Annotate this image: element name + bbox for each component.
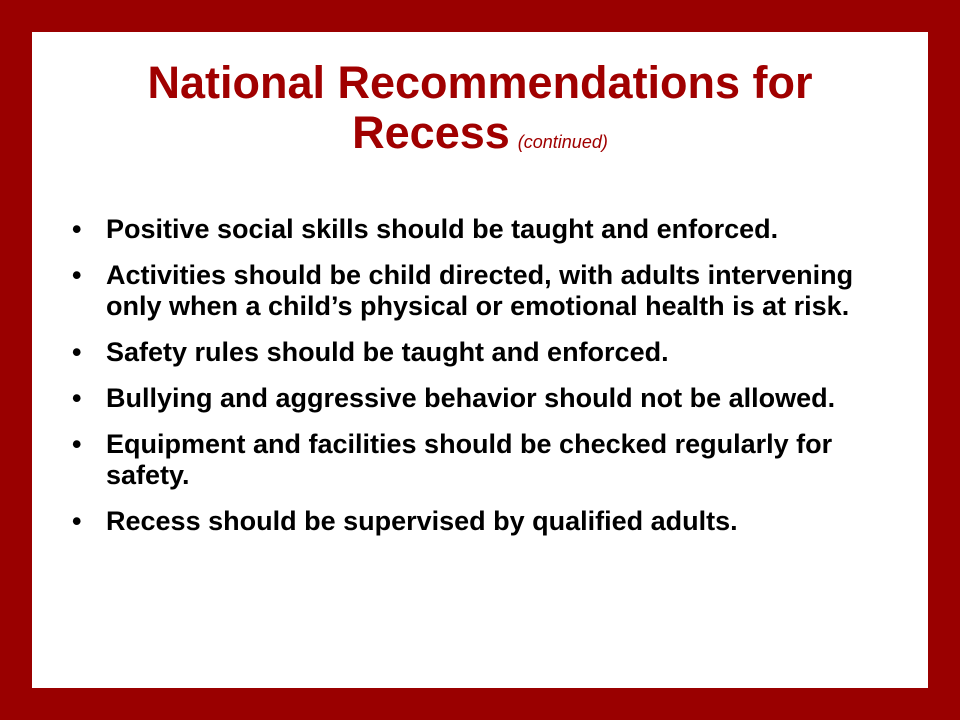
list-item-text: Bullying and aggressive behavior should not be allowed. [106, 383, 836, 413]
slide-content-panel [32, 32, 928, 688]
bullet-icon: • [72, 337, 82, 367]
list-item-text: Activities should be child directed, with adults intervening only when a child’s physical or emotional health is at risk. [106, 260, 854, 321]
list-item-text: Recess should be supervised by qualified adults. [106, 506, 738, 536]
slide-title [32, 58, 928, 167]
bullet-icon: • [72, 214, 82, 244]
slide-title-line-1: National Recommendations for [147, 57, 813, 108]
bullet-icon: • [72, 260, 82, 290]
list-item [72, 260, 872, 322]
bullet-icon: • [72, 383, 82, 413]
list-item-text: Equipment and facilities should be checked regularly for safety. [106, 429, 833, 490]
bullet-icon: • [72, 429, 82, 459]
list-item [72, 429, 872, 491]
slide-title-recess: Recess [352, 107, 510, 158]
list-item [72, 383, 872, 414]
list-item-text: Positive social skills should be taught and enforced. [106, 214, 779, 244]
list-item [72, 337, 872, 368]
bullet-icon: • [72, 506, 82, 536]
recommendation-list [72, 214, 872, 552]
list-item [72, 506, 872, 537]
list-item-text: Safety rules should be taught and enforced. [106, 337, 669, 367]
slide-subtitle: (continued) [517, 132, 608, 152]
list-item [72, 214, 872, 245]
slide-title-line-2 [32, 108, 928, 167]
